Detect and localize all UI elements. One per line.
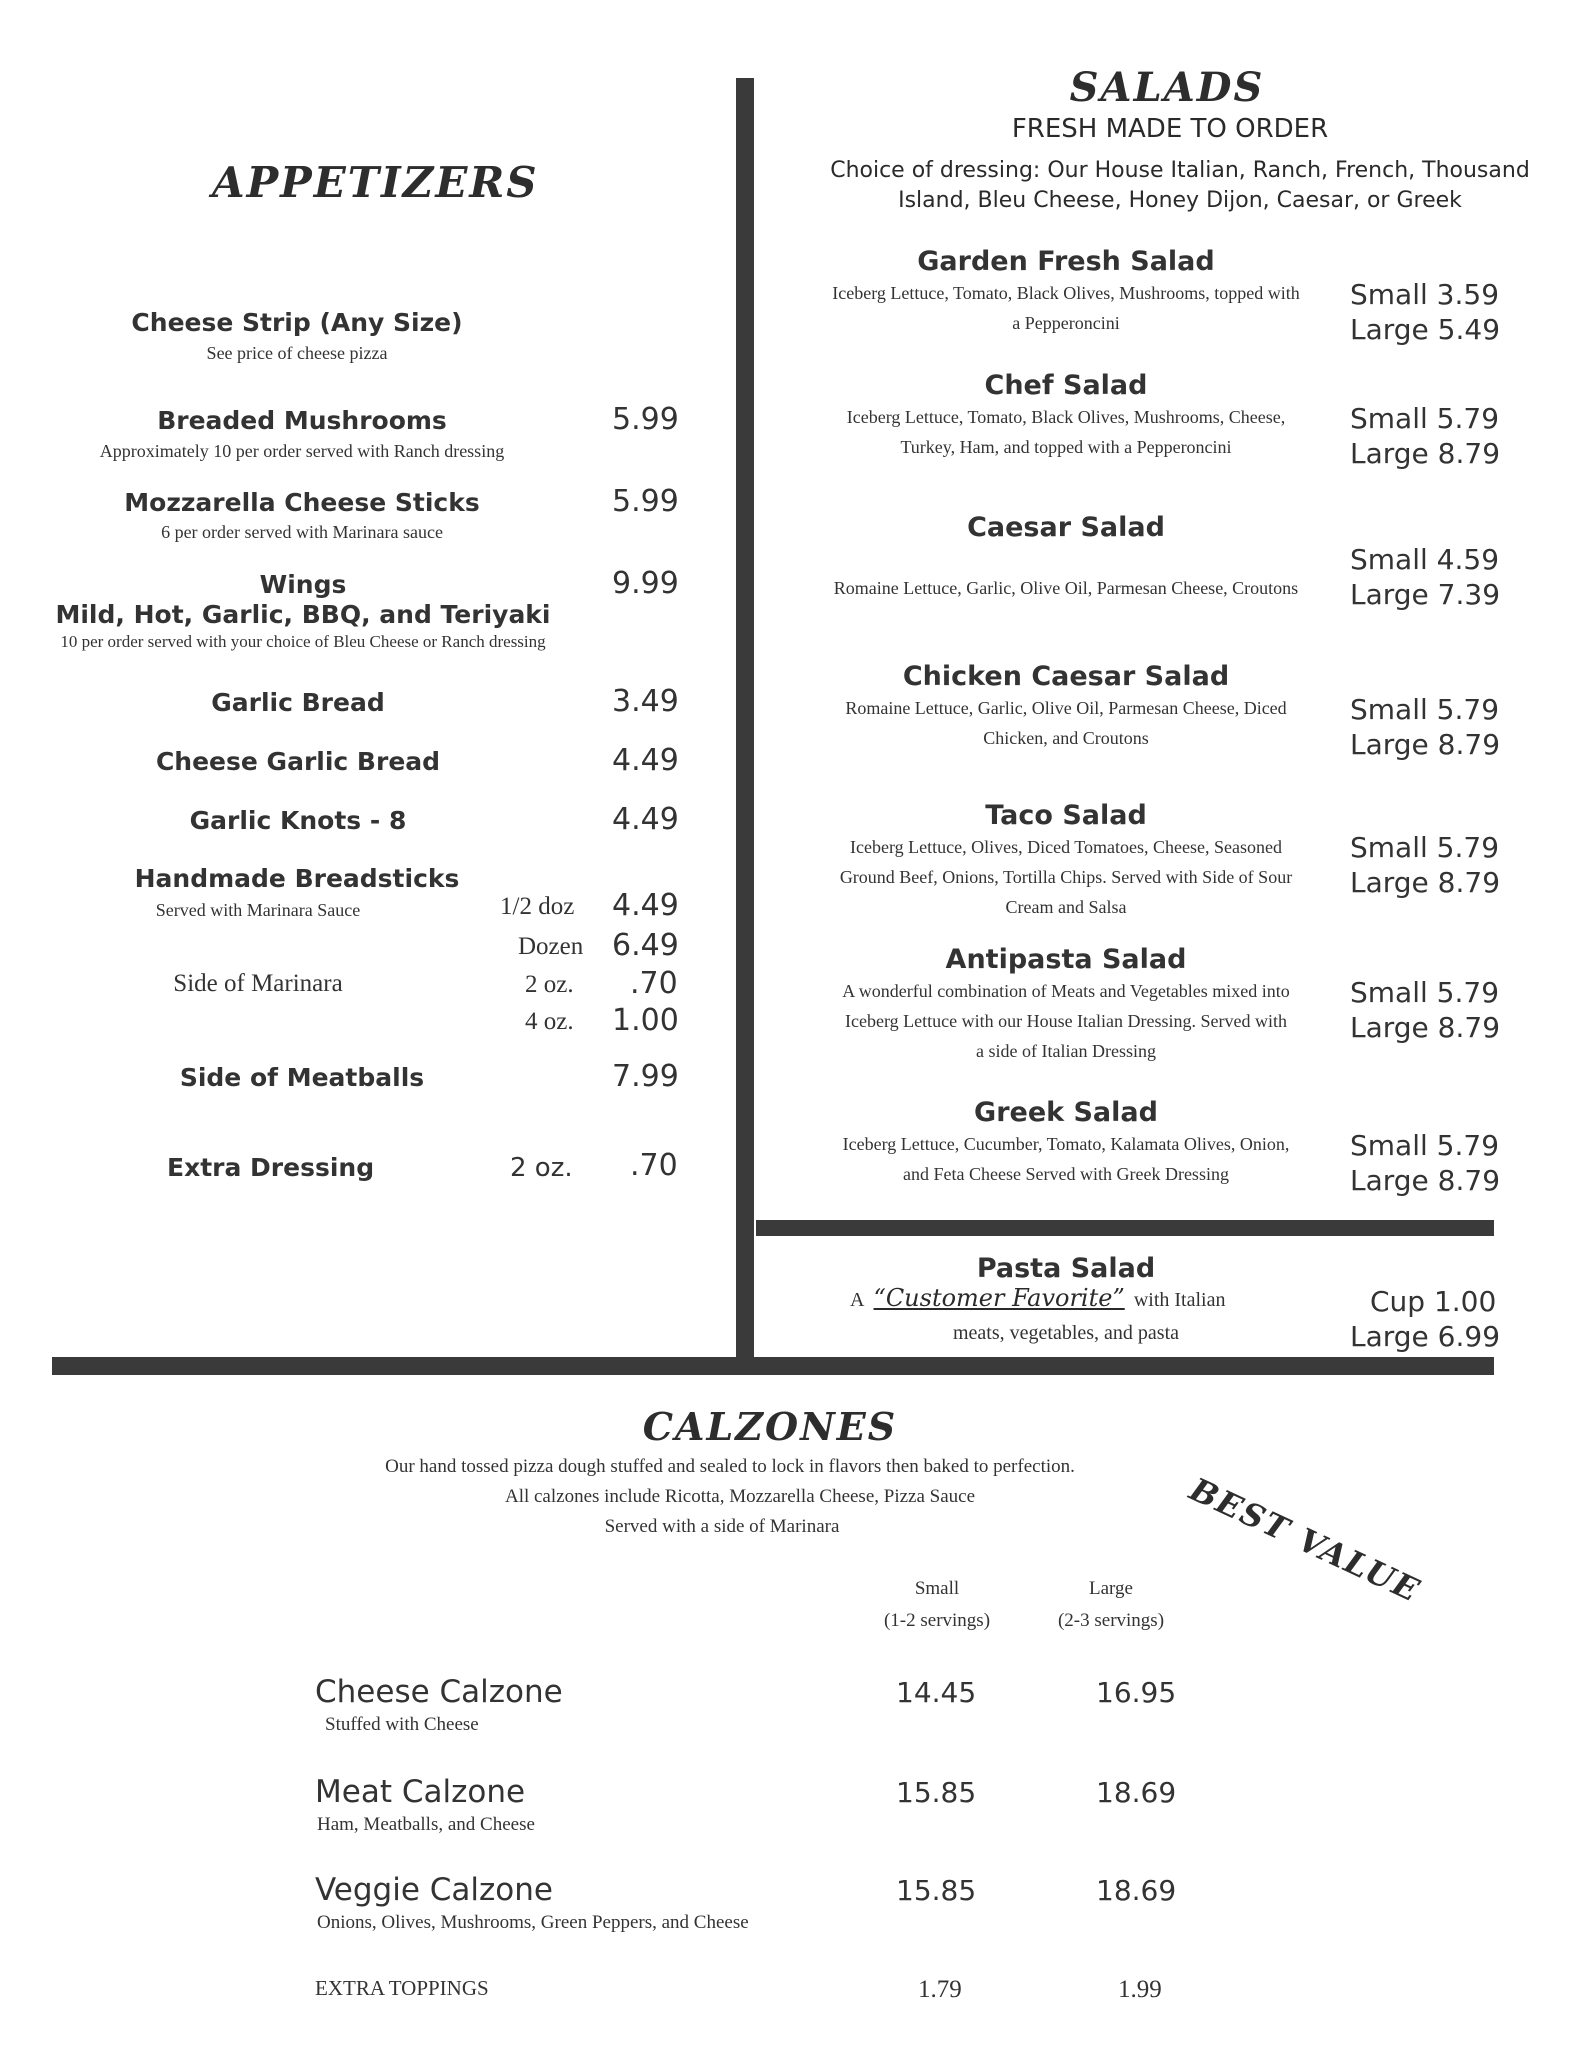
salads-subtitle: FRESH MADE TO ORDER xyxy=(1011,114,1329,144)
pasta-price-large: Large 6.99 xyxy=(1350,1320,1501,1353)
appetizer-name: Extra Dressing xyxy=(167,1153,375,1182)
extra-toppings-label: EXTRA TOPPINGS xyxy=(315,1976,489,2000)
appetizers-title: APPETIZERS xyxy=(212,158,539,207)
appetizer-name: Handmade Breadsticks xyxy=(134,864,460,893)
salads-title: SALADS xyxy=(1069,64,1265,111)
calzone-price-small: 15.85 xyxy=(896,1874,977,1907)
pasta-price-cup: Cup 1.00 xyxy=(1370,1285,1497,1318)
appetizer-price: 4.49 xyxy=(612,888,679,923)
vertical-divider xyxy=(736,78,754,1360)
salad-price-large: Large 8.79 xyxy=(1350,1164,1501,1197)
calzone-desc: Stuffed with Cheese xyxy=(325,1714,479,1735)
calzone-price-large: 16.95 xyxy=(1096,1676,1177,1709)
salad-desc: Cream and Salsa xyxy=(1005,897,1127,917)
appetizer-price: 5.99 xyxy=(612,402,679,437)
calzone-desc: Onions, Olives, Mushrooms, Green Peppers, and Cheese xyxy=(317,1912,749,1933)
salad-desc: Iceberg Lettuce with our House Italian Dressing. Served with xyxy=(844,1011,1288,1031)
calzones-desc: Served with a side of Marinara xyxy=(604,1516,840,1537)
pasta-salad-name: Pasta Salad xyxy=(976,1253,1156,1284)
calzone-price-small: 14.45 xyxy=(896,1676,977,1709)
calzone-desc: Ham, Meatballs, and Cheese xyxy=(317,1814,535,1835)
salad-price-large: Large 5.49 xyxy=(1350,313,1501,346)
size-label: Dozen xyxy=(518,933,584,960)
appetizer-name: Breaded Mushrooms xyxy=(157,406,447,435)
appetizer-price: .70 xyxy=(630,966,678,1001)
salad-price-small: Small 3.59 xyxy=(1350,278,1500,311)
calzone-name: Cheese Calzone xyxy=(315,1674,563,1710)
appetizer-price: 3.49 xyxy=(612,684,679,719)
appetizer-name: Cheese Garlic Bread xyxy=(155,747,441,776)
appetizer-price: 7.99 xyxy=(612,1059,679,1094)
appetizer-desc: Served with Marinara Sauce xyxy=(155,900,361,920)
appetizer-price: 5.99 xyxy=(612,484,679,519)
extra-toppings-large: 1.99 xyxy=(1118,1976,1162,2003)
salad-name: Chicken Caesar Salad xyxy=(902,661,1230,692)
calzone-name: Veggie Calzone xyxy=(315,1872,553,1908)
salad-name: Greek Salad xyxy=(974,1097,1158,1128)
salad-name: Garden Fresh Salad xyxy=(917,246,1215,277)
salad-price-small: Small 5.79 xyxy=(1350,831,1500,864)
appetizer-name: Wings xyxy=(259,570,347,599)
calzone-price-small: 15.85 xyxy=(896,1776,977,1809)
salad-price-small: Small 4.59 xyxy=(1350,543,1500,576)
salad-price-large: Large 8.79 xyxy=(1350,1011,1501,1044)
salad-desc: Iceberg Lettuce, Tomato, Black Olives, Mushrooms, Cheese, xyxy=(846,407,1286,427)
appetizer-name: Side of Marinara xyxy=(173,970,343,997)
salad-desc: and Feta Cheese Served with Greek Dressing xyxy=(903,1164,1229,1184)
col-small: Small xyxy=(914,1578,960,1599)
salad-price-small: Small 5.79 xyxy=(1350,1129,1500,1162)
salad-desc: Iceberg Lettuce, Olives, Diced Tomatoes, Cheese, Seasoned xyxy=(850,837,1282,857)
appetizer-name: Mozzarella Cheese Sticks xyxy=(124,488,480,517)
salad-price-large: Large 7.39 xyxy=(1350,578,1501,611)
appetizer-price: 6.49 xyxy=(612,928,679,963)
appetizer-name-2: Mild, Hot, Garlic, BBQ, and Teriyaki xyxy=(55,600,551,629)
pasta-desc-pre: A xyxy=(850,1289,865,1311)
extra-toppings-small: 1.79 xyxy=(918,1976,962,2003)
calzone-name: Meat Calzone xyxy=(315,1774,526,1810)
pasta-salad-desc xyxy=(850,1284,1225,1312)
best-value-badge: BEST VALUE xyxy=(1183,1470,1427,1610)
appetizer-price: .70 xyxy=(630,1148,678,1183)
calzones-desc: Our hand tossed pizza dough stuffed and sealed to lock in flavors then baked to perfection. xyxy=(385,1456,1075,1477)
salad-desc: a Pepperoncini xyxy=(1012,313,1120,333)
calzone-price-large: 18.69 xyxy=(1096,1776,1177,1809)
salad-desc: Turkey, Ham, and topped with a Pepperoncini xyxy=(900,437,1232,457)
horizontal-divider xyxy=(52,1357,1494,1375)
pasta-salad-desc-2: meats, vegetables, and pasta xyxy=(952,1322,1180,1344)
appetizer-price: 4.49 xyxy=(612,743,679,778)
dressing-note: Island, Bleu Cheese, Honey Dijon, Caesar, or Greek xyxy=(898,188,1462,213)
col-large: Large xyxy=(1089,1578,1133,1599)
calzone-price-large: 18.69 xyxy=(1096,1874,1177,1907)
calzones-desc: All calzones include Ricotta, Mozzarella Cheese, Pizza Sauce xyxy=(504,1486,976,1507)
salad-name: Antipasta Salad xyxy=(945,944,1187,975)
salad-price-small: Small 5.79 xyxy=(1350,402,1500,435)
salad-desc: A wonderful combination of Meats and Vegetables mixed into xyxy=(842,981,1290,1001)
size-label: 2 oz. xyxy=(510,1153,573,1183)
salad-desc: Ground Beef, Onions, Tortilla Chips. Served with Side of Sour xyxy=(839,867,1293,887)
salad-price-large: Large 8.79 xyxy=(1350,437,1501,470)
salad-price-large: Large 8.79 xyxy=(1350,866,1501,899)
dressing-note: Choice of dressing: Our House Italian, Ranch, French, Thousand xyxy=(830,158,1530,183)
salad-price-small: Small 5.79 xyxy=(1350,693,1500,726)
salad-name: Taco Salad xyxy=(985,800,1147,831)
salad-name: Caesar Salad xyxy=(967,512,1165,543)
pasta-desc-post: with Italian xyxy=(1133,1289,1226,1311)
appetizer-desc: See price of cheese pizza xyxy=(206,343,388,363)
col-small-sub: (1-2 servings) xyxy=(883,1610,991,1631)
salad-desc: a side of Italian Dressing xyxy=(976,1041,1156,1061)
salad-desc: Romaine Lettuce, Garlic, Olive Oil, Parmesan Cheese, Croutons xyxy=(833,578,1299,598)
appetizer-name: Garlic Bread xyxy=(211,688,385,717)
col-large-sub: (2-3 servings) xyxy=(1057,1610,1165,1631)
size-label: 1/2 doz xyxy=(500,893,575,920)
appetizer-price: 1.00 xyxy=(612,1003,679,1038)
salad-desc: Chicken, and Croutons xyxy=(983,728,1149,748)
appetizer-name: Garlic Knots - 8 xyxy=(189,806,407,835)
appetizer-name: Side of Meatballs xyxy=(179,1063,425,1092)
salad-desc: Iceberg Lettuce, Tomato, Black Olives, Mushrooms, topped with xyxy=(832,283,1300,303)
size-label: 4 oz. xyxy=(525,1008,574,1035)
salad-price-large: Large 8.79 xyxy=(1350,728,1501,761)
calzones-title: CALZONES xyxy=(642,1404,898,1449)
appetizer-name: Cheese Strip (Any Size) xyxy=(131,308,463,337)
salad-name: Chef Salad xyxy=(984,370,1148,401)
appetizer-price: 9.99 xyxy=(612,566,679,601)
salad-price-small: Small 5.79 xyxy=(1350,976,1500,1009)
appetizer-desc: 10 per order served with your choice of Bleu Cheese or Ranch dressing xyxy=(60,632,546,651)
customer-favorite: “Customer Favorite” xyxy=(873,1284,1125,1312)
appetizer-desc: 6 per order served with Marinara sauce xyxy=(161,522,443,542)
appetizer-price: 4.49 xyxy=(612,802,679,837)
salad-desc: Iceberg Lettuce, Cucumber, Tomato, Kalamata Olives, Onion, xyxy=(842,1134,1290,1154)
size-label: 2 oz. xyxy=(525,971,574,998)
salad-desc: Romaine Lettuce, Garlic, Olive Oil, Parmesan Cheese, Diced xyxy=(845,698,1287,718)
pasta-divider xyxy=(756,1220,1494,1236)
appetizer-desc: Approximately 10 per order served with Ranch dressing xyxy=(99,441,505,461)
